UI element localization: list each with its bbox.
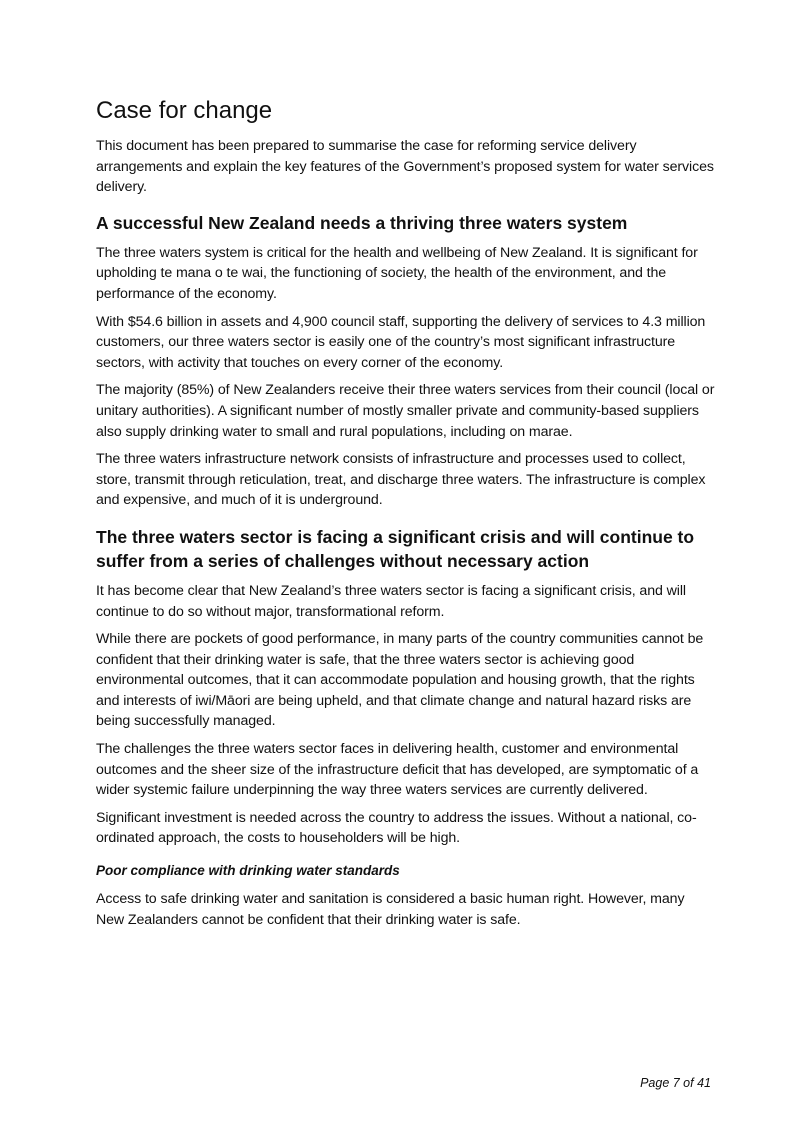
document-page xyxy=(96,96,716,937)
paragraph: It has become clear that New Zealand’s three waters sector is facing a significant crisis, and will continue to do so without major, transformational reform. xyxy=(96,582,686,620)
paragraph: Significant investment is needed across the country to address the issues. Without a national, co-ordinated approach, the costs to householders will be high. xyxy=(96,809,697,847)
paragraph: The majority (85%) of New Zealanders receive their three waters services from their council (local or unitary authorities). A significant number of mostly smaller private and community-based suppliers also supply drinking water to small and rural populations, including on marae. xyxy=(96,382,715,440)
subheading-drinking-water-compliance: Poor compliance with drinking water standards xyxy=(96,863,400,879)
paragraph: While there are pockets of good performance, in many parts of the country communities cannot be confident that their drinking water is safe, that the three waters sector is achieving good environmental outcomes, that it can accommodate population and housing growth, that the rights and interests of iwi/Māori are being upheld, and that climate change and natural hazard risks are being successfully managed. xyxy=(96,631,704,730)
paragraph: The challenges the three waters sector faces in delivering health, customer and environmental outcomes and the sheer size of the infrastructure deficit that has developed, are symptomatic of a wider systemic failure underpinning the way three waters services are currently delivered. xyxy=(96,741,699,799)
page-title: Case for change xyxy=(96,97,273,124)
paragraph: The three waters system is critical for the health and wellbeing of New Zealand. It is significant for upholding te mana o te wai, the functioning of society, the health of the environment, and the performance of the economy. xyxy=(96,244,698,302)
paragraph: Access to safe drinking water and sanitation is considered a basic human right. However, many New Zealanders cannot be confident that their drinking water is safe. xyxy=(96,891,685,928)
section-heading-crisis: The three waters sector is facing a significant crisis and will continue to suffer from a series of challenges without necessary action xyxy=(96,526,695,571)
section-heading-thriving-system: A successful New Zealand needs a thriving three waters system xyxy=(96,212,628,233)
paragraph: The three waters infrastructure network consists of infrastructure and processes used to collect, store, transmit through reticulation, treat, and discharge three waters. The infrastructure is complex and expensive, and much of it is underground. xyxy=(96,451,706,509)
page-number: Page 7 of 41 xyxy=(640,1076,711,1090)
paragraph: With $54.6 billion in assets and 4,900 council staff, supporting the delivery of services to 4.3 million customers, our three waters sector is easily one of the country’s most significant infrastructure sectors, with activity that touches on every corner of the economy. xyxy=(96,313,706,371)
intro-paragraph: This document has been prepared to summarise the case for reforming service delivery arrangements and explain the key features of the Government’s proposed system for water services delivery. xyxy=(96,138,714,196)
